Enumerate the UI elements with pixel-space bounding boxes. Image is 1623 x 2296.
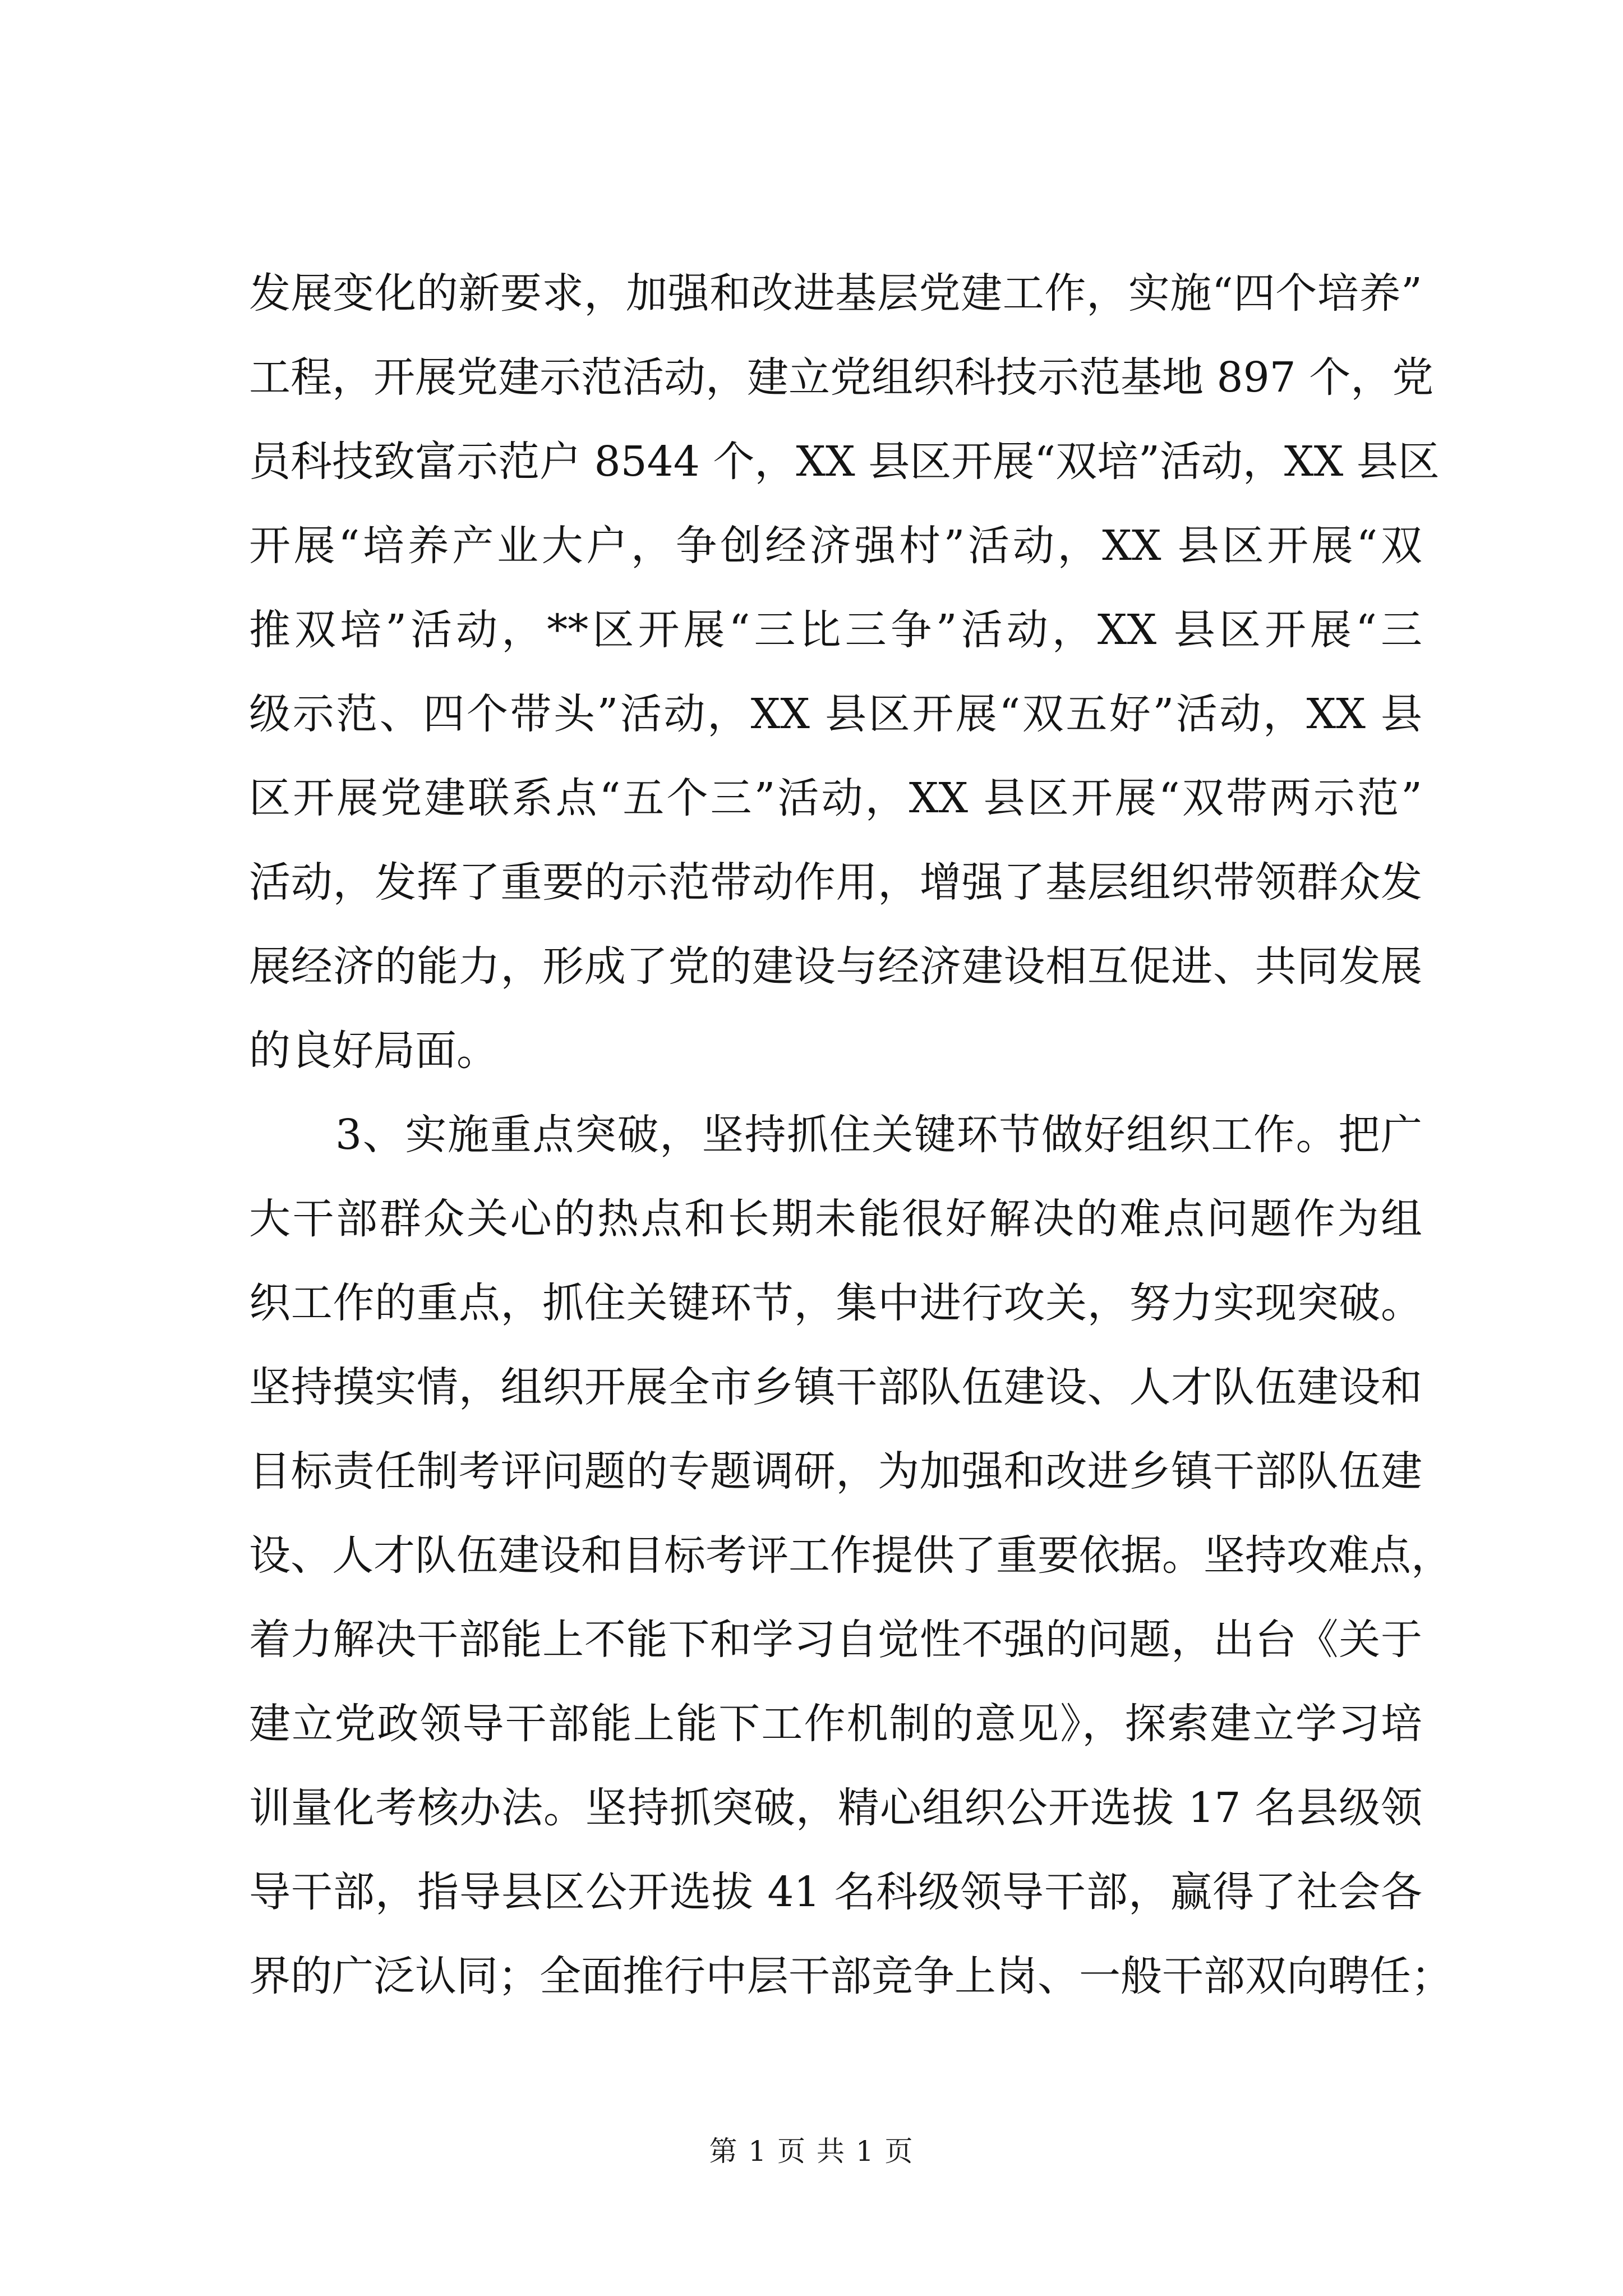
text-line: 导干部，指导县区公开选拔 41 名科级领导干部，赢得了社会各 [249,1868,1422,1916]
text-line: 大干部群众关心的热点和长期未能很好解决的难点问题作为组 [249,1195,1422,1243]
document-body [249,251,1453,2018]
text-line: 织工作的重点，抓住关键环节，集中进行攻关，努力实现突破。 [249,1279,1422,1327]
text-line: 设、人才队伍建设和目标考评工作提供了重要依据。坚持攻难点， [249,1531,1453,1580]
text-line: 发展变化的新要求，加强和改进基层党建工作，实施“四个培养” [249,269,1422,318]
text-line: 工程，开展党建示范活动，建立党组织科技示范基地 897 个，党 [249,353,1434,402]
paragraph-2 [249,1093,1453,2018]
text-line: 坚持摸实情，组织开展全市乡镇干部队伍建设、人才队伍建设和 [249,1363,1422,1411]
text-line: 3、实施重点突破，坚持抓住关键环节做好组织工作。把广 [335,1111,1422,1159]
text-line: 建立党政领导干部能上能下工作机制的意见》，探索建立学习培 [249,1700,1422,1748]
text-line: 训量化考核办法。坚持抓突破，精心组织公开选拔 17 名县级领 [249,1784,1422,1832]
paragraph-1 [249,251,1440,1093]
text-line: 区开展党建联系点“五个三”活动，XX 县区开展“双带两示范” [249,774,1422,822]
text-line: 目标责任制考评问题的专题调研，为加强和改进乡镇干部队伍建 [249,1447,1422,1496]
text-line: 员科技致富示范户 8544 个，XX 县区开展“双培”活动，XX 县区 [249,438,1440,486]
text-line: 开展“培养产业大户，争创经济强村”活动，XX 县区开展“双 [249,522,1422,570]
text-line: 展经济的能力，形成了党的建设与经济建设相互促进、共同发展 [249,942,1422,991]
text-line: 活动，发挥了重要的示范带动作用，增强了基层组织带领群众发 [249,858,1422,907]
text-line: 界的广泛认同；全面推行中层干部竞争上岗、一般干部双向聘任； [249,1952,1453,2000]
page-number-footer: 第 1 页 共 1 页 [709,2135,914,2168]
text-line: 级示范、四个带头”活动，XX 县区开展“双五好”活动，XX 县 [249,690,1422,738]
text-line: 推双培”活动，**区开展“三比三争”活动，XX 县区开展“三 [249,606,1422,654]
text-line: 着力解决干部能上不能下和学习自觉性不强的问题，出台《关于 [249,1616,1422,1664]
text-line: 的良好局面。 [249,1027,498,1075]
